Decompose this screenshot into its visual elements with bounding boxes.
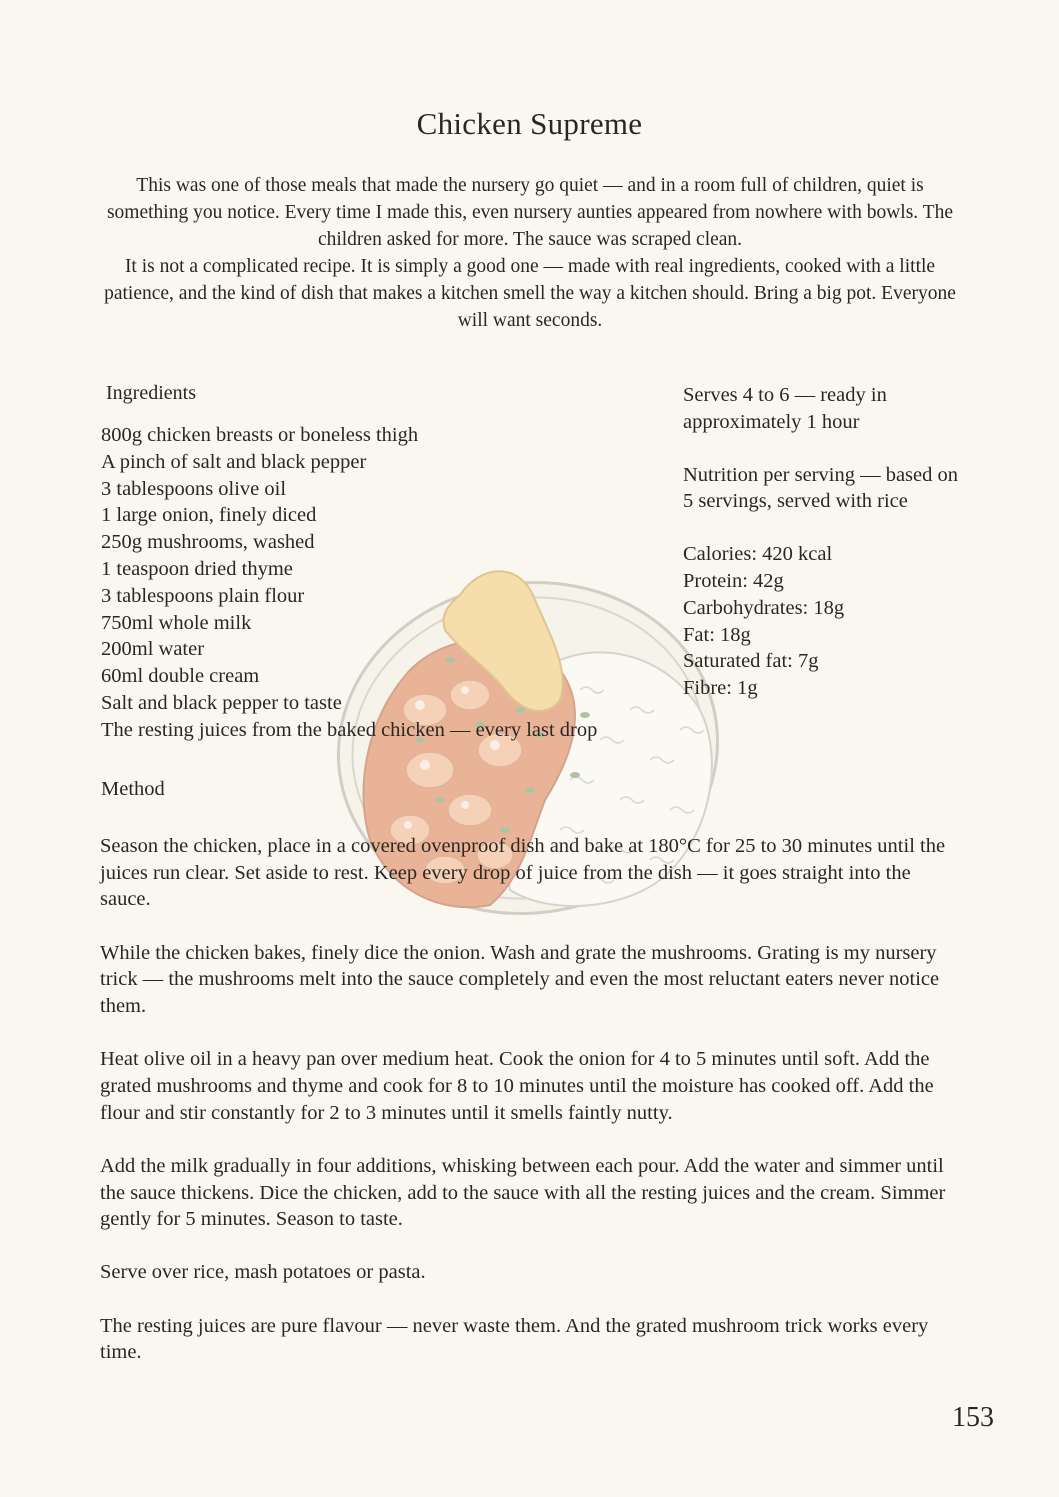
recipe-info-panel [683, 382, 973, 702]
nutrition-intro: Nutrition per serving — based on 5 servings, served with rice [683, 463, 958, 513]
ingredient-item: 3 tablespoons olive oil [101, 477, 287, 500]
ingredient-item: 1 teaspoon dried thyme [101, 557, 293, 580]
nutrition-item: Fibre: 1g [683, 677, 758, 700]
method-paragraph: Heat olive oil in a heavy pan over medium heat. Cook the onion for 4 to 5 minutes until soft. Add the grated mushrooms and thyme and cook for 8 to 10 minutes until the moisture has cooked off. Add the flour and stir constantly for 2 to 3 minutes until it smells faintly nutty. [100, 1048, 934, 1124]
nutrition-item: Carbohydrates: 18g [683, 596, 845, 619]
ingredient-item: 3 tablespoons plain flour [101, 584, 305, 607]
page-number: 153 [952, 1402, 994, 1433]
ingredient-item: 800g chicken breasts or boneless thigh [101, 424, 419, 446]
method-steps [100, 833, 962, 1393]
ingredient-item: 750ml whole milk [101, 611, 252, 634]
intro-text [100, 172, 960, 334]
ingredient-item: 250g mushrooms, washed [101, 531, 315, 554]
ingredient-item: The resting juices from the baked chicken — every last drop [101, 718, 598, 741]
ingredient-item: 60ml double cream [101, 665, 260, 688]
intro-paragraph: It is not a complicated recipe. It is simply a good one — made with real ingredients, cooked with a little patience, and the kind of dish that makes a kitchen smell the way a kitchen should. Bring a big pot. Everyone will want seconds. [104, 256, 956, 331]
ingredient-item: 1 large onion, finely diced [101, 504, 317, 527]
method-heading: Method [101, 778, 165, 800]
page-title: Chicken Supreme [416, 106, 643, 141]
ingredients-list [101, 422, 597, 744]
intro-paragraph: This was one of those meals that made the nursery go quiet — and in a room full of children, quiet is something you notice. Every time I made this, even nursery aunties appeared from nowhere with bowls. The children asked for more. The sauce was scraped clean. [106, 175, 954, 250]
nutrition-item: Calories: 420 kcal [683, 543, 833, 566]
nutrition-item: Fat: 18g [683, 623, 751, 646]
method-paragraph: Serve over rice, mash potatoes or pasta. [100, 1261, 426, 1284]
method-paragraph: While the chicken bakes, finely dice the onion. Wash and grate the mushrooms. Grating is my nursery trick — the mushrooms melt into the sauce completely and even the most reluctant eaters never notice them. [100, 941, 940, 1018]
ingredients-heading: Ingredients [106, 382, 196, 404]
nutrition-list [683, 541, 973, 702]
serves-text: Serves 4 to 6 — ready in approximately 1 hour [683, 384, 887, 433]
nutrition-item: Protein: 42g [683, 569, 784, 592]
method-paragraph: The resting juices are pure flavour — never waste them. And the grated mushroom trick works every time. [100, 1314, 929, 1364]
ingredient-item: 200ml water [101, 638, 205, 661]
ingredient-item: A pinch of salt and black pepper [101, 450, 367, 473]
nutrition-item: Saturated fat: 7g [683, 650, 819, 673]
ingredient-item: Salt and black pepper to taste [101, 691, 342, 714]
method-paragraph: Season the chicken, place in a covered ovenproof dish and bake at 180°C for 25 to 30 minutes until the juices run clear. Set aside to rest. Keep every drop of juice from the dish — it goes straight into the sauce. [100, 835, 946, 911]
method-paragraph: Add the milk gradually in four additions, whisking between each pour. Add the water and simmer until the sauce thickens. Dice the chicken, add to the sauce with all the resting juices and the cream. Simmer gently for 5 minutes. Season to taste. [100, 1154, 946, 1231]
